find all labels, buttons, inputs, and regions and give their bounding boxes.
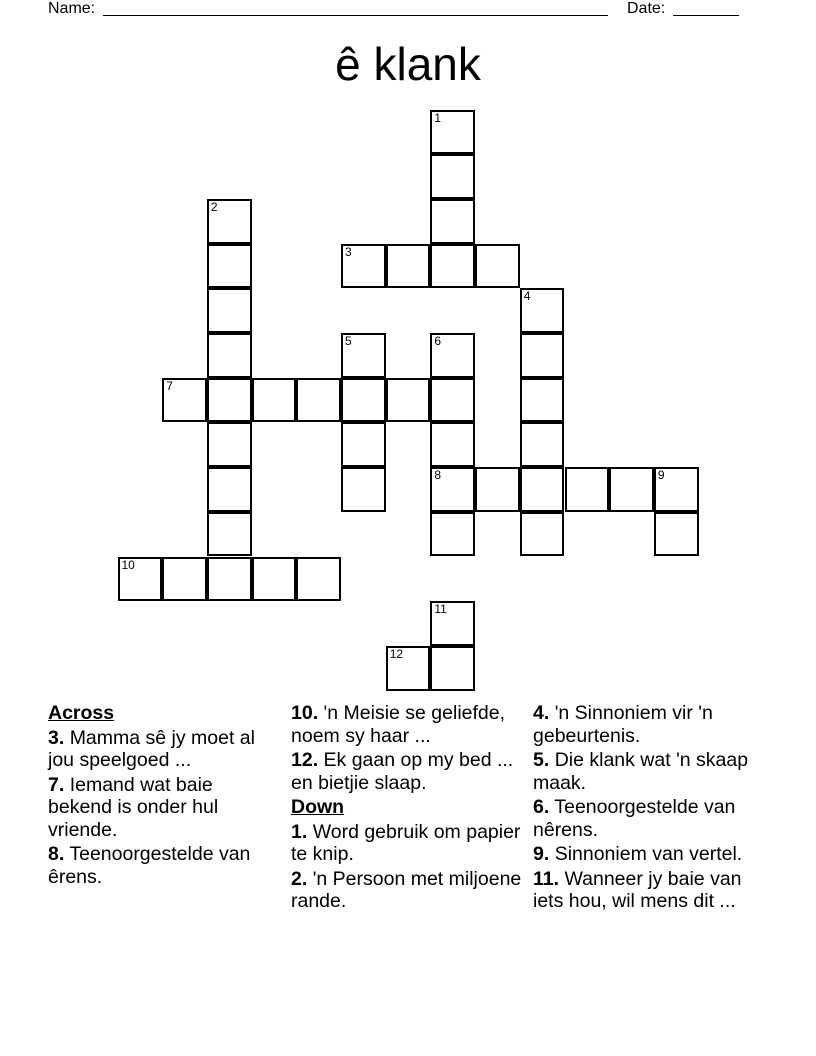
- clue-down-6: [533, 796, 765, 841]
- grid-cell[interactable]: [296, 378, 341, 423]
- grid-cell[interactable]: [520, 378, 565, 423]
- clue-number-label: 2: [210, 199, 218, 214]
- grid-cell[interactable]: [430, 601, 475, 646]
- clue-number: 1.: [291, 820, 308, 843]
- clue-text: Teenoorgestelde van êrens.: [48, 843, 251, 888]
- clues-column-2: [291, 702, 523, 915]
- date-label: Date:: [627, 0, 666, 17]
- grid-cell[interactable]: [565, 467, 610, 512]
- clue-down-11: [533, 868, 765, 913]
- clue-down-1: [291, 821, 523, 866]
- grid-cell[interactable]: [430, 512, 475, 557]
- clue-number: 11.: [533, 867, 560, 890]
- grid-cell[interactable]: [162, 557, 207, 602]
- grid-cell[interactable]: [296, 557, 341, 602]
- clue-number-label: 8: [434, 468, 442, 483]
- grid-cell[interactable]: [520, 333, 565, 378]
- clues-column-3: [533, 702, 765, 915]
- grid-cell[interactable]: [475, 244, 520, 289]
- grid-cell[interactable]: [252, 557, 297, 602]
- grid-cell[interactable]: [162, 378, 207, 423]
- grid-cell[interactable]: [520, 467, 565, 512]
- name-label: Name:: [48, 0, 96, 17]
- grid-cell[interactable]: [207, 199, 252, 244]
- grid-cell[interactable]: [430, 467, 475, 512]
- clue-down-2: [291, 868, 523, 913]
- grid-cell[interactable]: [207, 422, 252, 467]
- grid-cell[interactable]: [520, 422, 565, 467]
- clue-text: Wanneer jy baie van iets hou, wil mens dit ...: [533, 867, 742, 912]
- clue-number: 4.: [533, 702, 550, 724]
- clue-text: Die klank wat 'n skaap maak.: [533, 749, 749, 794]
- grid-cell[interactable]: [654, 467, 699, 512]
- clue-text: Teenoorgestelde van nêrens.: [533, 796, 736, 841]
- clue-number-label: 7: [166, 378, 173, 393]
- grid-cell[interactable]: [386, 244, 431, 289]
- clue-text: Word gebruik om papier te knip.: [291, 820, 521, 865]
- clue-text: 'n Persoon met miljoene rande.: [291, 867, 522, 912]
- clue-across-8: [48, 843, 280, 888]
- clues-column-1: [48, 702, 280, 890]
- clue-number-label: 4: [523, 289, 531, 304]
- clue-number: 2.: [291, 867, 308, 890]
- down-heading: Down: [291, 796, 345, 818]
- page-title: ê klank: [335, 38, 481, 90]
- grid-cell[interactable]: [341, 422, 386, 467]
- grid-cell[interactable]: [430, 333, 475, 378]
- grid-cell[interactable]: [520, 288, 565, 333]
- grid-cell[interactable]: [386, 378, 431, 423]
- clue-number-label: 3: [345, 244, 352, 259]
- grid-cell[interactable]: [341, 467, 386, 512]
- grid-cell[interactable]: [520, 512, 565, 557]
- clue-number-label: 6: [434, 334, 442, 348]
- clue-text: 'n Meisie se geliefde, noem sy haar ...: [291, 702, 506, 747]
- clue-number: 10.: [291, 702, 319, 724]
- clue-across-12: [291, 749, 523, 794]
- clue-number: 8.: [48, 843, 65, 865]
- grid-cell[interactable]: [207, 512, 252, 557]
- clue-text: Iemand wat baie bekend is onder hul vriende.: [48, 773, 219, 841]
- clue-number-label: 12: [389, 646, 404, 661]
- grid-cell[interactable]: [252, 378, 297, 423]
- clue-number-label: 5: [345, 334, 352, 348]
- grid-cell[interactable]: [341, 333, 386, 378]
- clue-text: Ek gaan op my bed ... en bietjie slaap.: [291, 749, 514, 794]
- clue-number: 12.: [291, 749, 319, 771]
- grid-cell[interactable]: [207, 244, 252, 289]
- clue-number: 5.: [533, 749, 550, 771]
- grid-cell[interactable]: [430, 378, 475, 423]
- clue-down-9: [533, 843, 765, 866]
- grid-cell[interactable]: [386, 646, 431, 691]
- grid-cell[interactable]: [207, 467, 252, 512]
- clue-across-3: [48, 727, 280, 772]
- clue-text: Mamma sê jy moet al jou speelgoed ...: [48, 726, 255, 771]
- clue-across-10: [291, 702, 523, 747]
- grid-cell[interactable]: [654, 512, 699, 557]
- clue-number: 6.: [533, 796, 550, 818]
- clue-number: 9.: [533, 843, 550, 865]
- grid-cell[interactable]: [207, 288, 252, 333]
- grid-cell[interactable]: [341, 378, 386, 423]
- grid-cell[interactable]: [207, 333, 252, 378]
- clue-down-5: [533, 749, 765, 794]
- clue-across-7: [48, 774, 280, 842]
- grid-cell[interactable]: [475, 467, 520, 512]
- grid-cell[interactable]: [118, 557, 163, 602]
- clue-number: 7.: [48, 773, 65, 796]
- clue-number-label: 11: [434, 602, 447, 617]
- grid-cell[interactable]: [430, 110, 475, 155]
- across-heading: Across: [48, 702, 115, 724]
- grid-cell[interactable]: [609, 467, 654, 512]
- grid-cell[interactable]: [430, 199, 475, 244]
- grid-cell[interactable]: [430, 646, 475, 691]
- clue-number-label: 9: [657, 468, 665, 483]
- clue-number-label: 10: [121, 557, 135, 572]
- clue-text: 'n Sinnoniem vir 'n gebeurtenis.: [533, 702, 713, 747]
- grid-cell[interactable]: [341, 244, 386, 289]
- grid-cell[interactable]: [430, 154, 475, 199]
- grid-cell[interactable]: [207, 378, 252, 423]
- clue-number-label: 1: [434, 110, 442, 125]
- grid-cell[interactable]: [207, 557, 252, 602]
- grid-cell[interactable]: [430, 422, 475, 467]
- clue-text: Sinnoniem van vertel.: [554, 843, 743, 865]
- clue-down-4: [533, 702, 765, 747]
- clue-number: 3.: [48, 726, 65, 749]
- grid-cell[interactable]: [430, 244, 475, 289]
